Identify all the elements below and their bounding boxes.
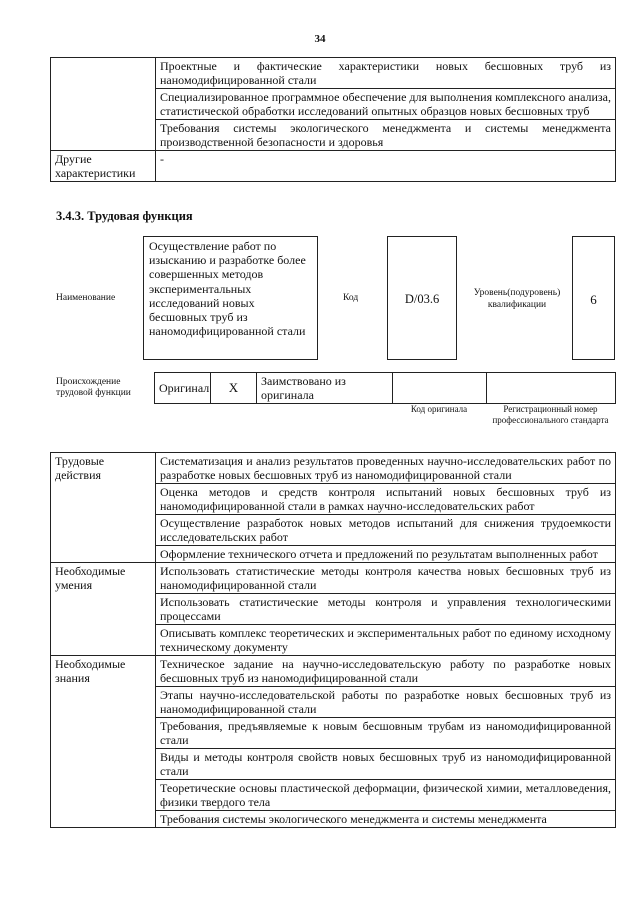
row-item: Оформление технического отчета и предложений по результатам выполненных работ — [156, 546, 616, 563]
row-item: Систематизация и анализ результатов проведенных научно-исследовательских работ по разработке новых бесшовных труб из наномодифицированной стали — [156, 453, 616, 484]
row-item: Описывать комплекс теоретических и экспериментальных работ по единому исходному техническому документу — [156, 625, 616, 656]
main-table — [50, 452, 616, 828]
row-item: Специализированное программное обеспечение для выполнения комплексного анализа, статистической обработки исследований опытных образцов новых бесшовных труб — [156, 89, 616, 120]
row-item: Техническое задание на научно-исследовательскую работу по разработке новых бесшовных труб из наномодифицированной стали — [156, 656, 616, 687]
code-value-box: D/03.6 — [387, 236, 457, 360]
page-number: 34 — [314, 33, 326, 45]
row-item: Виды и методы контроля свойств новых бесшовных труб из наномодифицированной стали — [156, 749, 616, 780]
row-item: Требования системы экологического менеджмента и системы менеджмента — [156, 811, 616, 828]
table-row — [51, 656, 616, 687]
code-label: Код — [343, 293, 359, 303]
row-label: Необходимые знания — [51, 656, 156, 828]
reg-caption: Регистрационный номер профессионального стандарта — [492, 404, 609, 425]
row-item: Оценка методов и средств контроля испытаний новых бесшовных труб из наномодифицированной стали в рамках научно-исследовательских работ — [156, 484, 616, 515]
row-item: Использовать статистические методы контроля качества новых бесшовных труб из наномодифицированной стали — [156, 563, 616, 594]
row-label: Другие характеристики — [51, 151, 156, 182]
row-item: Этапы научно-исследовательской работы по разработке новых бесшовных труб из наномодифицированной стали — [156, 687, 616, 718]
function-name-box: Осуществление работ по изысканию и разработке более совершенных методов экспериментальных исследований новых бесшовных труб из наномодифицированной стали — [143, 236, 318, 360]
table-row — [51, 453, 616, 484]
top-table — [50, 57, 616, 182]
code-caption: Код оригинала — [410, 404, 468, 414]
origin-table — [154, 372, 616, 404]
row-label: Трудовые действия — [51, 453, 156, 563]
table-row — [51, 563, 616, 594]
origin-code-cell — [393, 373, 487, 404]
origin-label: Происхождение трудовой функции — [56, 377, 131, 398]
table-row — [51, 151, 616, 182]
row-item: Требования системы экологического менеджмента и системы менеджмента производственной безопасности и здоровья — [156, 120, 616, 151]
level-value-box: 6 — [572, 236, 615, 360]
name-label: Наименование — [56, 293, 116, 303]
row-item: Проектные и фактические характеристики новых бесшовных труб из наномодифицированной стали — [156, 58, 616, 89]
level-label: Уровень(подуровень) квалификации — [473, 288, 561, 310]
table-row — [51, 58, 616, 89]
row-item: Использовать статистические методы контроля и управления технологическими процессами — [156, 594, 616, 625]
origin-borrowed: Заимствовано из оригинала — [257, 373, 393, 404]
section-title: 3.4.3. Трудовая функция — [56, 209, 193, 223]
row-label — [51, 58, 156, 151]
origin-original: Оригинал — [155, 373, 211, 404]
row-label: Необходимые умения — [51, 563, 156, 656]
row-item: Теоретические основы пластической деформации, физической химии, металловедения, физики твердого тела — [156, 780, 616, 811]
row-item: Осуществление разработок новых методов испытаний для снижения трудоемкости исследовательских работ — [156, 515, 616, 546]
origin-mark: X — [211, 373, 257, 404]
origin-reg-cell — [487, 373, 616, 404]
row-item: - — [156, 151, 616, 182]
row-item: Требования, предъявляемые к новым бесшовным трубам из наномодифицированной стали — [156, 718, 616, 749]
